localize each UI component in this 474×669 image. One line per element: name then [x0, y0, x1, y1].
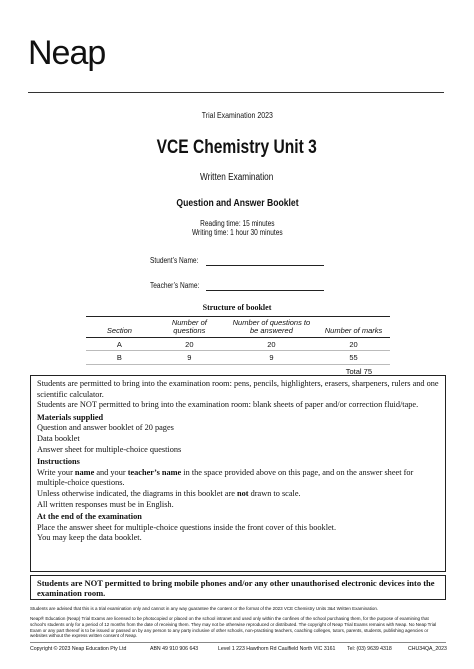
permitted-items-text: Students are permitted to bring into the examination room: pens, pencils, highlighters, erasers, sharpeners, rulers and one scientific calculator. — [37, 379, 439, 399]
cell-questions: 9 — [153, 351, 226, 365]
total-marks: Total 75 — [345, 366, 372, 376]
materials-heading: Materials supplied — [37, 412, 104, 422]
instructions-heading: Instructions — [37, 457, 80, 467]
student-name-label: Student’s Name: — [150, 256, 199, 265]
booklet-title: Question and Answer Booklet — [175, 197, 299, 209]
writing-time: Writing time: 1 hour 30 minutes — [191, 228, 283, 237]
structure-header-row — [86, 317, 390, 338]
col-header-questions: Number of questions — [153, 317, 226, 338]
not-permitted-items-text: Students are NOT permitted to bring into the examination room: blank sheets of paper and/or correction fluid/tape. — [37, 400, 419, 410]
instruction-name: Write your name and your teacher’s name in the space provided above on this page, and on the answer sheet for multiple-choice questions. — [37, 467, 414, 488]
reading-time: Reading time: 15 minutes — [199, 219, 275, 228]
teacher-name-field[interactable] — [206, 289, 324, 291]
col-header-section: Section — [86, 317, 153, 338]
cell-questions: 20 — [153, 337, 226, 351]
table-row — [86, 351, 390, 365]
list-item: Data booklet — [37, 433, 80, 443]
cell-marks: 20 — [317, 337, 390, 351]
instruction-diagrams: Unless otherwise indicated, the diagrams in this booklet are not drawn to scale. — [37, 488, 301, 498]
table-row — [86, 337, 390, 351]
written-examination-label: Written Examination — [200, 172, 274, 183]
student-name-row — [150, 256, 209, 265]
licence-text: Neap® Education (Neap) Trial Exams are licensed to be photocopied or placed on the school intranet and used only within the confines of the school purchasing them, for the purpose of examining that school’s students only for a period of 12 months from the date of receiving them. They may not be otherwise reproduced or distributed. The copyright of Neap Trial Exams remains with Neap. No Neap Trial Exam or any part thereof is to be issued or passed on by any person to any party inclusive of other schools, non-practising teachers, coaching colleges, tutors, parents, students, publishing agencies or websites without the express written consent of Neap. — [30, 616, 437, 639]
footer-rule — [30, 642, 446, 643]
list-item: Answer sheet for multiple-choice questions — [37, 444, 182, 454]
structure-table — [86, 316, 390, 377]
footer-abn: ABN 49 910 906 643 — [150, 646, 199, 652]
end-instruction-answer-sheet: Place the answer sheet for multiple-choice questions inside the front cover of this booklet. — [37, 522, 337, 532]
cell-section: B — [86, 351, 153, 365]
col-header-marks: Number of marks — [317, 317, 390, 338]
instruction-english: All written responses must be in English. — [37, 499, 174, 509]
neap-logo: Neap — [28, 34, 106, 72]
end-instruction-data-booklet: You may keep the data booklet. — [37, 533, 142, 543]
list-item: Question and answer booklet of 20 pages — [37, 423, 174, 433]
cell-to-answer: 9 — [226, 351, 317, 365]
header-rule — [28, 92, 444, 93]
end-of-exam-heading: At the end of the examination — [37, 512, 142, 522]
teacher-name-label: Teacher’s Name: — [150, 281, 200, 290]
teacher-name-row — [150, 281, 210, 290]
cell-marks: 55 — [317, 351, 390, 365]
col-header-to-answer: Number of questions to be answered — [226, 317, 317, 338]
instructions-box — [30, 375, 446, 572]
student-name-field[interactable] — [206, 264, 324, 266]
trial-label: Trial Examination 2023 — [201, 110, 273, 120]
footer-code: CHU34QA_2023 — [408, 646, 447, 652]
footer-address: Level 1 223 Hawthorn Rd Caulfield North VIC 3161 — [218, 646, 336, 652]
structure-title: Structure of booklet — [202, 303, 272, 312]
footer-tel: Tel: (03) 9639 4318 — [347, 646, 392, 652]
cell-to-answer: 20 — [226, 337, 317, 351]
disclaimer-text: Students are advised that this is a trial examination only and cannot in any way guarantee the content or the format of the 2023 VCE Chemistry Units 3&4 Written Examination. — [30, 606, 379, 611]
mobile-phone-warning: Students are NOT permitted to bring mobile phones and/or any other unauthorised electronic devices into the examination room. — [30, 575, 446, 600]
exam-title: VCE Chemistry Unit 3 — [156, 137, 318, 158]
footer-copyright: Copyright © 2023 Neap Education Pty Ltd — [30, 646, 127, 652]
cell-section: A — [86, 337, 153, 351]
